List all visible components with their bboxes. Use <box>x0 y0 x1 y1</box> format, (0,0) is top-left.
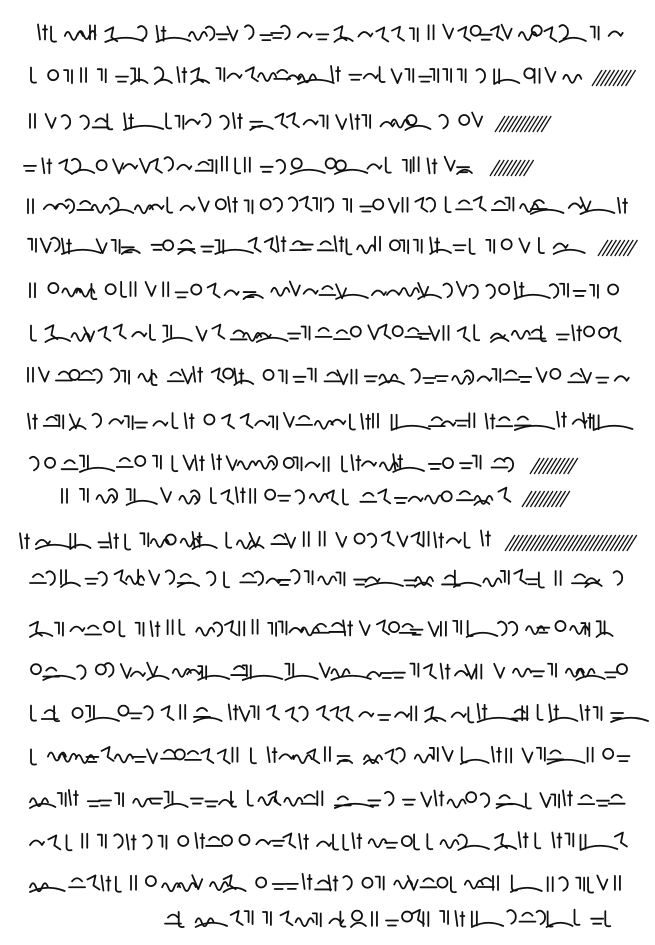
script-line <box>31 663 627 680</box>
script-line <box>30 570 622 588</box>
hieratic-glyphs <box>28 236 585 254</box>
hieratic-glyphs <box>30 620 613 637</box>
hieratic-glyphs <box>165 910 610 927</box>
hieratic-glyphs <box>30 874 620 893</box>
hieratic-glyphs <box>30 282 618 300</box>
hieratic-glyphs <box>62 487 510 505</box>
lacuna-hatching <box>522 491 570 507</box>
hieratic-glyphs <box>28 367 629 385</box>
script-line <box>31 325 621 342</box>
script-line <box>165 910 610 927</box>
script-line <box>30 282 618 300</box>
lacuna-hatching <box>598 240 637 256</box>
script-line <box>31 66 581 84</box>
hieratic-glyphs <box>30 832 627 850</box>
lacuna-hatching <box>505 535 637 551</box>
script-line <box>30 790 625 809</box>
hieratic-glyphs <box>30 570 622 588</box>
hieratic-glyphs <box>24 157 472 174</box>
script-line <box>30 454 513 472</box>
hieratic-glyphs <box>28 412 632 430</box>
script-line <box>38 24 623 42</box>
hieratic-glyphs <box>38 24 623 42</box>
hieratic-glyphs <box>31 325 621 342</box>
lacuna-hatching <box>490 160 534 176</box>
hieratic-glyphs <box>30 454 513 472</box>
script-line <box>30 832 627 850</box>
hieratic-glyphs <box>31 704 648 723</box>
script-line <box>30 113 482 130</box>
hieratic-glyphs <box>20 531 490 550</box>
script-line <box>31 704 648 723</box>
hieratic-glyphs <box>31 663 627 680</box>
hieratic-glyphs <box>31 747 629 765</box>
hieratic-glyphs <box>28 197 627 214</box>
hieratic-glyphs <box>31 66 581 84</box>
script-line <box>28 197 627 214</box>
lacuna-hatching <box>592 70 636 86</box>
hieratic-glyphs <box>30 790 625 809</box>
script-line <box>30 620 613 637</box>
script-line <box>24 157 472 174</box>
script-line <box>28 236 585 254</box>
script-line <box>28 367 629 385</box>
lacuna-hatching <box>495 116 551 132</box>
script-line <box>62 487 510 505</box>
script-line <box>31 747 629 765</box>
lacuna-hatching <box>530 458 578 474</box>
script-line <box>30 874 620 893</box>
script-line <box>20 531 490 550</box>
hieratic-glyphs <box>30 113 482 130</box>
script-line <box>28 412 632 430</box>
